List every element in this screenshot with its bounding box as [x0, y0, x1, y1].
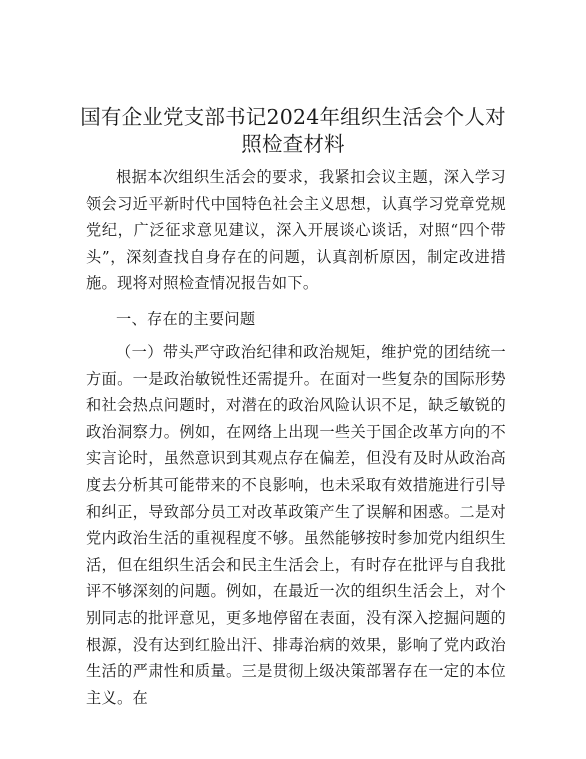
section-1-paragraph-1: （一）带头严守政治纪律和政治规矩，维护党的团结统一方面。一是政治敏锐性还需提升。在面对一些复杂的国际形势和社会热点问题时，对潜在的政治风险认识不足，缺乏敏锐的政治洞察力。例如，在网络上出现一些关于国企改革方向的不实言论时，虽然意识到其观点存在偏差，但没有及时从政治高度去分析其可能带来的不良影响，也未采取有效措施进行引导和纠正，导致部分员工对改革政策产生了误解和困惑。二是对党内政治生活的重视程度不够。虽然能够按时参加党内组织生活，但在组织生活会和民主生活会上，有时存在批评与自我批评不够深刻的问题。例如，在最近一次的组织生活会上，对个别同志的批评意见，更多地停留在表面，没有深入挖掘问题的根源，没有达到红脸出汗、排毒治病的效果，影响了党内政治生活的严肃性和质量。三是贯彻上级决策部署存在一定的本位主义。在: [86, 343, 506, 707]
document-title-line-1: 国有企业党支部书记2024年组织生活会个人对: [80, 105, 506, 129]
section-heading-problems: 一、存在的主要问题: [116, 310, 256, 328]
document-title-line-2: 照检查材料: [241, 132, 345, 156]
intro-paragraph: 根据本次组织生活会的要求，我紧扣会议主题，深入学习领会习近平新时代中国特色社会主义思想，认真学习党章党规党纪，广泛征求意见建议，深入开展谈心谈话，对照“四个带头”，深刻查找自身存在的问题，认真剖析原因，制定改进措施。现将对照检查情况报告如下。: [86, 168, 506, 293]
